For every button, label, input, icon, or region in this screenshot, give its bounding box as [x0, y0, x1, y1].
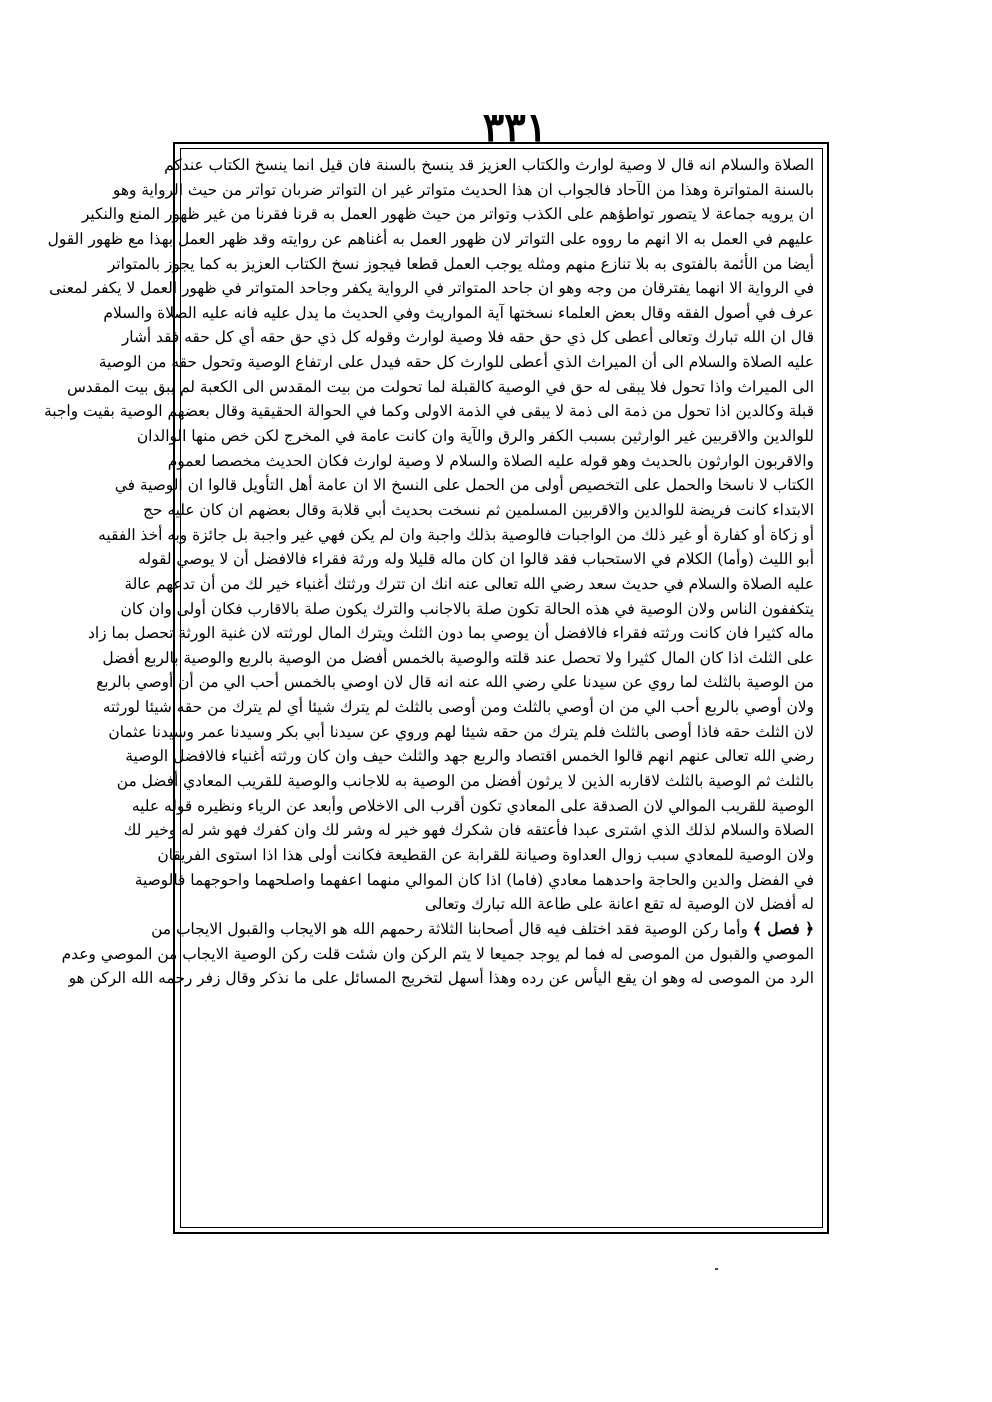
text-line: بالسنة المتواترة وهذا من الآحاد فالجواب ان هذا الحديث متواتر غير ان التواتر ضربان تواتر من حيث الرواية وهو	[112, 180, 814, 199]
text-line: عليه الصلاة والسلام في حديث سعد رضي الله تعالى عنه انك ان تترك ورثتك أغنياء خير لك من أن تدعهم عالة	[124, 574, 814, 593]
text-line: يتكففون الناس ولان الوصية في هذه الحالة تكون صلة بالاجانب والترك يكون صلة بالاقارب فكان أولى وان كان	[120, 599, 814, 618]
text-line: أو زكاة أو كفارة أو غير ذلك من الواجبات فالوصية بذلك واجبة وان لم يكن فهي غير واجبة بل جائزة وبه أخذ الفقيه	[98, 525, 814, 544]
scan-speck	[715, 1268, 718, 1270]
text-line: الصلاة والسلام انه قال لا وصية لوارث والكتاب العزيز قد ينسخ بالسنة فان قيل انما ينسخ الكتاب عندكم	[164, 156, 814, 174]
text-line: في الرواية الا انهما يفترقان من وجه وهو ان جاحد المتواتر في الرواية يكفر وجاحد المتواتر في ظهور العمل لا يكفر لمعنى	[49, 279, 814, 298]
text-line: الموصي والقبول من الموصى له فما لم يوجد جميعا لا يتم الركن وان شئت قلت ركن الوصية الايجاب من الموصي وعدم	[61, 944, 814, 963]
text-line: قبلة وكالدين اذا تحول من ذمة الى ذمة لا يبقى في الذمة الاولى وكما في الحوالة الحقيقية وقال بعضهم الوصية بقيت واجبة	[43, 402, 814, 421]
text-line: ماله كثيرا فان كانت ورثته فقراء فالافضل أن يوصي بما دون الثلث ويترك المال لورثته لان غنية الورثة تحصل بما زاد	[88, 624, 814, 643]
text-line: للوالدين والاقربين غير الوارثين بسبب الكفر والرق والآية وان كانت عامة في المخرج لكن خص منها الوالدان	[136, 427, 814, 446]
text-line: له أفضل لان الوصية له تقع اعانة على طاعة الله تبارك وتعالى	[424, 895, 814, 914]
text-line: لان الثلث حقه فاذا أوصى بالثلث فلم يترك من حقه شيئا لهم وروي عن سيدنا أبي بكر وسيدنا عمر وسيدنا عثمان	[108, 722, 814, 741]
text-line: عليهم في العمل به الا انهم ما رووه على التواتر لان ظهور العمل به أغناهم عن روايته وقد ظهر العمل بهذا مع ظهور القول	[47, 229, 814, 248]
text-line: ولان الوصية للمعادي سبب زوال العداوة وصيانة للقرابة عن القطيعة فكانت أولى هذا اذا استوى الفريقان	[157, 845, 814, 864]
text-line: الكتاب لا ناسخا والحمل على التخصيص أولى من الحمل على النسخ الا ان عامة أهل التأويل قالوا ان الوصية في	[114, 476, 814, 495]
section-first-line	[151, 917, 814, 942]
section-text: وأما ركن الوصية فقد اختلف فيه قال أصحابنا الثلاثة رحمهم الله هو الايجاب والقبول الايجاب من	[151, 919, 748, 938]
text-line: الابتداء كانت فريضة للوالدين والاقربين المسلمين ثم نسخت بحديث أبي قلابة وقال بعضهم ان كان عليه حج	[142, 500, 814, 519]
text-line: على الثلث اذا كان المال كثيرا ولا تحصل عند قلته والوصية بالخمس أفضل من الوصية بالربع والوصية بالربع أفضل	[102, 648, 814, 667]
text-line: في الفضل والدين والحاجة واحدهما معادي (فاما) اذا كان الموالي منهما اعفهما واصلحهما واحوجهما فالوصية	[134, 870, 814, 889]
text-line: الرد من الموصى له وهو ان يقع اليأس عن رده وهذا أسهل لتخريج المسائل على ما نذكر وقال زفر رحمه الله الركن هو	[68, 969, 814, 988]
text-line: بالثلث ثم الوصية بالثلث لاقاربه الذين لا يرثون أفضل من الوصية به للاجانب والوصية للقريب المعادي أفضل من	[116, 772, 814, 791]
text-line: والاقربون الوارثون بالحديث وهو قوله عليه الصلاة والسلام لا وصية لوارث فكان الحديث مخصصا لعموم	[167, 451, 814, 470]
text-line: من الوصية بالثلث لما روي عن سيدنا علي رضي الله عنه انه قال لان اوصي بالخمس أحب الي من أن أوصي بالربع	[96, 673, 814, 692]
text-line: أيضا من الأئمة بالفتوى به بلا تنازع منهم ومثله يوجب العمل قطعا فيجوز نسخ الكتاب العزيز به كما يجوز بالمتواتر	[107, 254, 814, 273]
page-number: ٣٣١	[482, 104, 548, 151]
text-line: عرف في أصول الفقه وقال بعض العلماء نسختها آية المواريث وفي الحديث ما يدل عليه فانه عليه الصلاة والسلام	[103, 303, 814, 322]
text-line: الى الميراث واذا تحول فلا يبقى له حق في الوصية كالقبلة لما تحولت من بيت المقدس الى الكعبة لم يبق بيت المقدس	[67, 377, 814, 396]
text-line: ان يرويه جماعة لا يتصور تواطؤهم على الكذب وتواتر من حيث ظهور العمل به قرنا فقرنا من غير ظهور المنع والنكير	[81, 205, 814, 224]
text-line: ولان أوصي بالربع أحب الي من ان أوصي بالثلث ومن أوصى بالثلث لم يترك شيئا أي لم يترك من حقه شيئا لورثته	[102, 698, 814, 717]
text-line: عليه الصلاة والسلام الى أن الميراث الذي أعطى للوارث كل حقه فيدل على ارتفاع الوصية وتحول حقه من الوصية	[98, 353, 814, 372]
body-text	[43, 153, 814, 991]
text-line: رضي الله تعالى عنهم انهم قالوا الخمس اقتصاد والربع جهد والثلث حيف وان كان ورثته أغنياء فالافضل الوصية	[125, 747, 814, 766]
text-line: أبو الليث (وأما) الكلام في الاستحباب فقد قالوا ان كان ماله قليلا وله ورثة فقراء فالافضل أن لا يوصي لقوله	[138, 550, 814, 569]
text-line: الصلاة والسلام لذلك الذي اشترى عبدا فأعتقه فان شكرك فهو خير له وشر لك وان كفرك فهو شر له وخير لك	[123, 821, 814, 840]
text-line: الوصية للقريب الموالي لان الصدقة على المعادي تكون أقرب الى الاخلاص وأبعد عن الرياء ونظيره قوله عليه	[131, 796, 814, 815]
text-line: قال ان الله تبارك وتعالى أعطى كل ذي حق حقه فلا وصية لوارث وقوله كل ذي حق حقه أي كل حقه فقد أشار	[121, 328, 814, 347]
section-title: ﴿ فصل ﴾	[752, 919, 814, 938]
